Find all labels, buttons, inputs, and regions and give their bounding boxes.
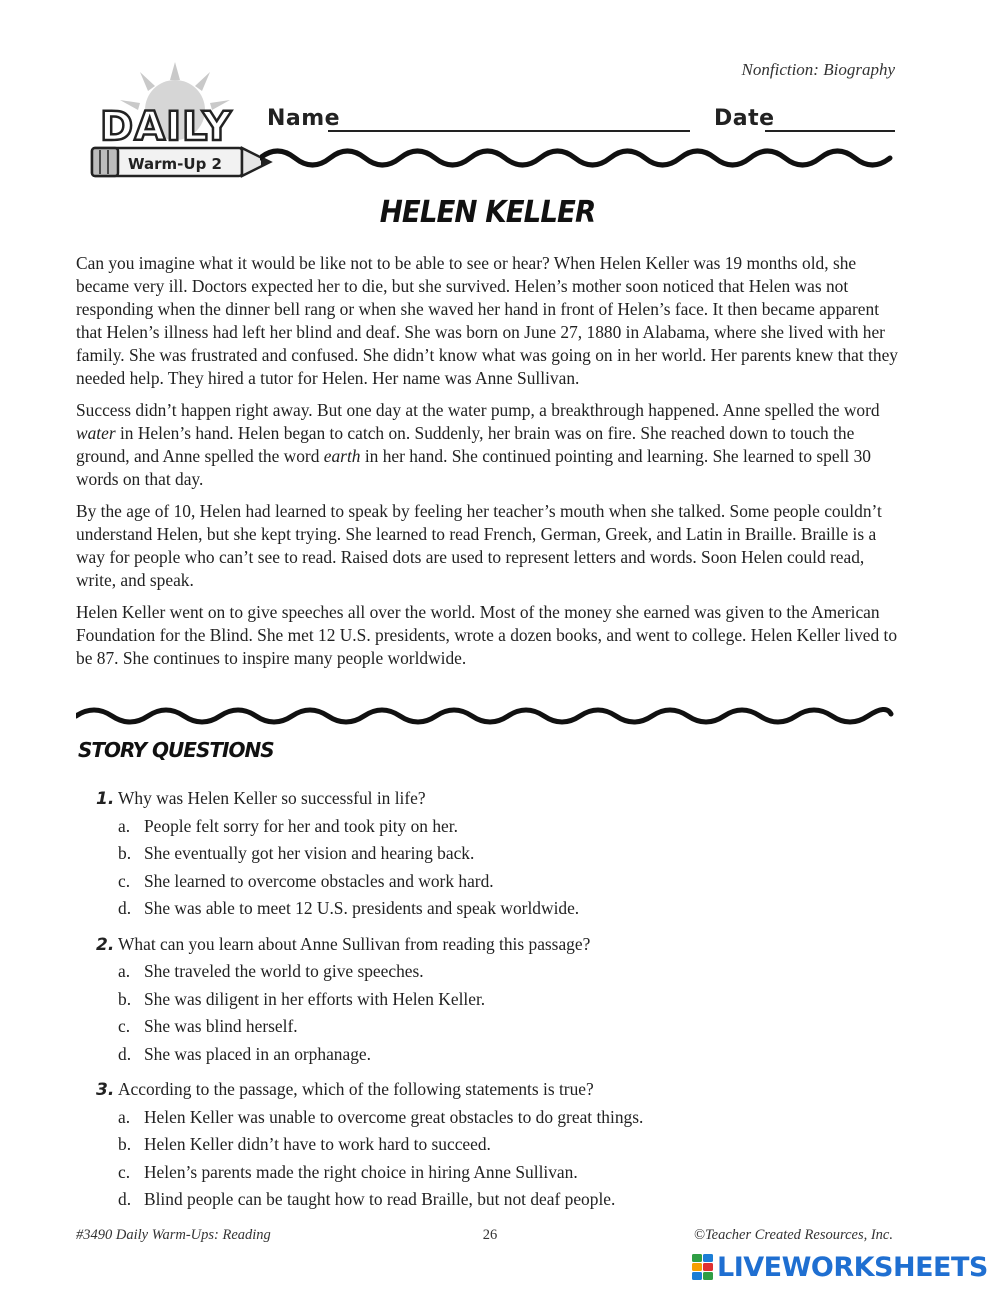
answer-option-2c[interactable]: c. She was blind herself. xyxy=(118,1016,298,1036)
passage-paragraph-1: Can you imagine what it would be like not to be able to see or hear? When Helen Keller was 19 months old, she became very ill. Doctors expected her to die, but she survived. Helen’s mother soon noticed that Helen was not responding when the dinner bell rang or when she waved her hand in front of Helen’s face. It then became apparent that Helen’s illness had left her blind and deaf. She was born on June 27, 1880 in Alabama, where she lived with her family. She was frustrated and confused. She didn’t know what was going on in her world. Her parents knew that they needed help. They hired a tutor for Helen. Her name was Anne Sullivan. xyxy=(76,253,899,388)
answer-option-1b[interactable]: b. She eventually got her vision and hearing back. xyxy=(118,843,475,863)
answer-option-1a[interactable]: a. People felt sorry for her and took pity on her. xyxy=(118,815,458,836)
passage-paragraph-3: By the age of 10, Helen had learned to speak by feeling her teacher’s mouth when she talked. Some people couldn’t understand Helen, but she kept trying. She learned to read French, German, Greek, and Latin in Braille. Braille is a way for people who can’t see to read. Raised dots are used to represent letters and words. Soon Helen could read, write, and speak. xyxy=(76,501,882,590)
reading-passage xyxy=(76,252,900,679)
question-text: Why was Helen Keller so successful in life? xyxy=(118,788,426,808)
name-label: Name xyxy=(267,106,341,131)
answer-option-1d[interactable]: d. She was able to meet 12 U.S. presidents and speak worldwide. xyxy=(118,898,580,918)
question-2 xyxy=(96,931,896,1069)
answer-option-2d[interactable]: d. She was placed in an orphanage. xyxy=(118,1043,371,1064)
emphasis-water: water xyxy=(76,423,116,443)
date-input-line[interactable] xyxy=(765,130,895,132)
genre-label: Nonfiction: Biography xyxy=(741,60,895,79)
questions-heading: STORY QUESTIONS xyxy=(78,738,274,762)
answer-option-1c[interactable]: c. She learned to overcome obstacles and work hard. xyxy=(118,870,494,891)
daily-warmup-logo xyxy=(80,60,280,190)
header-wave-divider xyxy=(260,140,900,180)
answer-option-3d[interactable]: d. Blind people can be taught how to read Braille, but not deaf people. xyxy=(118,1189,616,1209)
answer-option-2a[interactable]: a. She traveled the world to give speeches. xyxy=(118,961,424,981)
footer-book-title: #3490 Daily Warm-Ups: Reading xyxy=(76,1227,271,1243)
date-label: Date xyxy=(714,106,775,131)
logo-subtitle: Warm-Up 2 xyxy=(128,155,222,173)
liveworksheets-watermark[interactable]: LIVEWORKSHEETS xyxy=(717,1252,988,1283)
question-text: According to the passage, which of the following statements is true? xyxy=(118,1079,594,1099)
logo-title: DAILY xyxy=(100,104,233,150)
answer-option-2b[interactable]: b. She was diligent in her efforts with Helen Keller. xyxy=(118,988,486,1009)
name-input-line[interactable] xyxy=(328,130,690,132)
answer-option-3c[interactable]: c. Helen’s parents made the right choice in hiring Anne Sullivan. xyxy=(118,1161,578,1182)
question-number: 3. xyxy=(96,1080,115,1100)
question-1 xyxy=(96,785,896,923)
answer-option-3b[interactable]: b. Helen Keller didn’t have to work hard to succeed. xyxy=(118,1134,491,1154)
question-number: 1. xyxy=(96,789,115,809)
page-title: HELEN KELLER xyxy=(379,195,596,230)
passage-paragraph-2: Success didn’t happen right away. But one day at the water pump, a breakthrough happened. Anne spelled the word water in Helen’s hand. Helen began to catch on. Suddenly, her brain was on fire. She reached down to touch the ground, and Anne spelled the word earth in her hand. She continued pointing and learning. She learned to spell 30 words on that day. xyxy=(76,400,880,489)
footer-page-number: 26 xyxy=(482,1227,498,1243)
question-3 xyxy=(96,1076,896,1214)
liveworksheets-logo-icon xyxy=(692,1254,714,1280)
question-number: 2. xyxy=(96,934,115,955)
question-text: What can you learn about Anne Sullivan from reading this passage? xyxy=(118,933,591,954)
section-wave-divider xyxy=(76,704,896,732)
questions-list xyxy=(96,785,896,1222)
passage-paragraph-4: Helen Keller went on to give speeches all over the world. Most of the money she earned was given to the American Foundation for the Blind. She met 12 U.S. presidents, wrote a dozen books, and went to college. Helen Keller lived to be 87. She continues to inspire many people worldwide. xyxy=(76,602,898,668)
emphasis-earth: earth xyxy=(323,446,361,466)
answer-option-3a[interactable]: a. Helen Keller was unable to overcome great obstacles to do great things. xyxy=(118,1106,644,1127)
footer-copyright: ©Teacher Created Resources, Inc. xyxy=(693,1227,893,1243)
